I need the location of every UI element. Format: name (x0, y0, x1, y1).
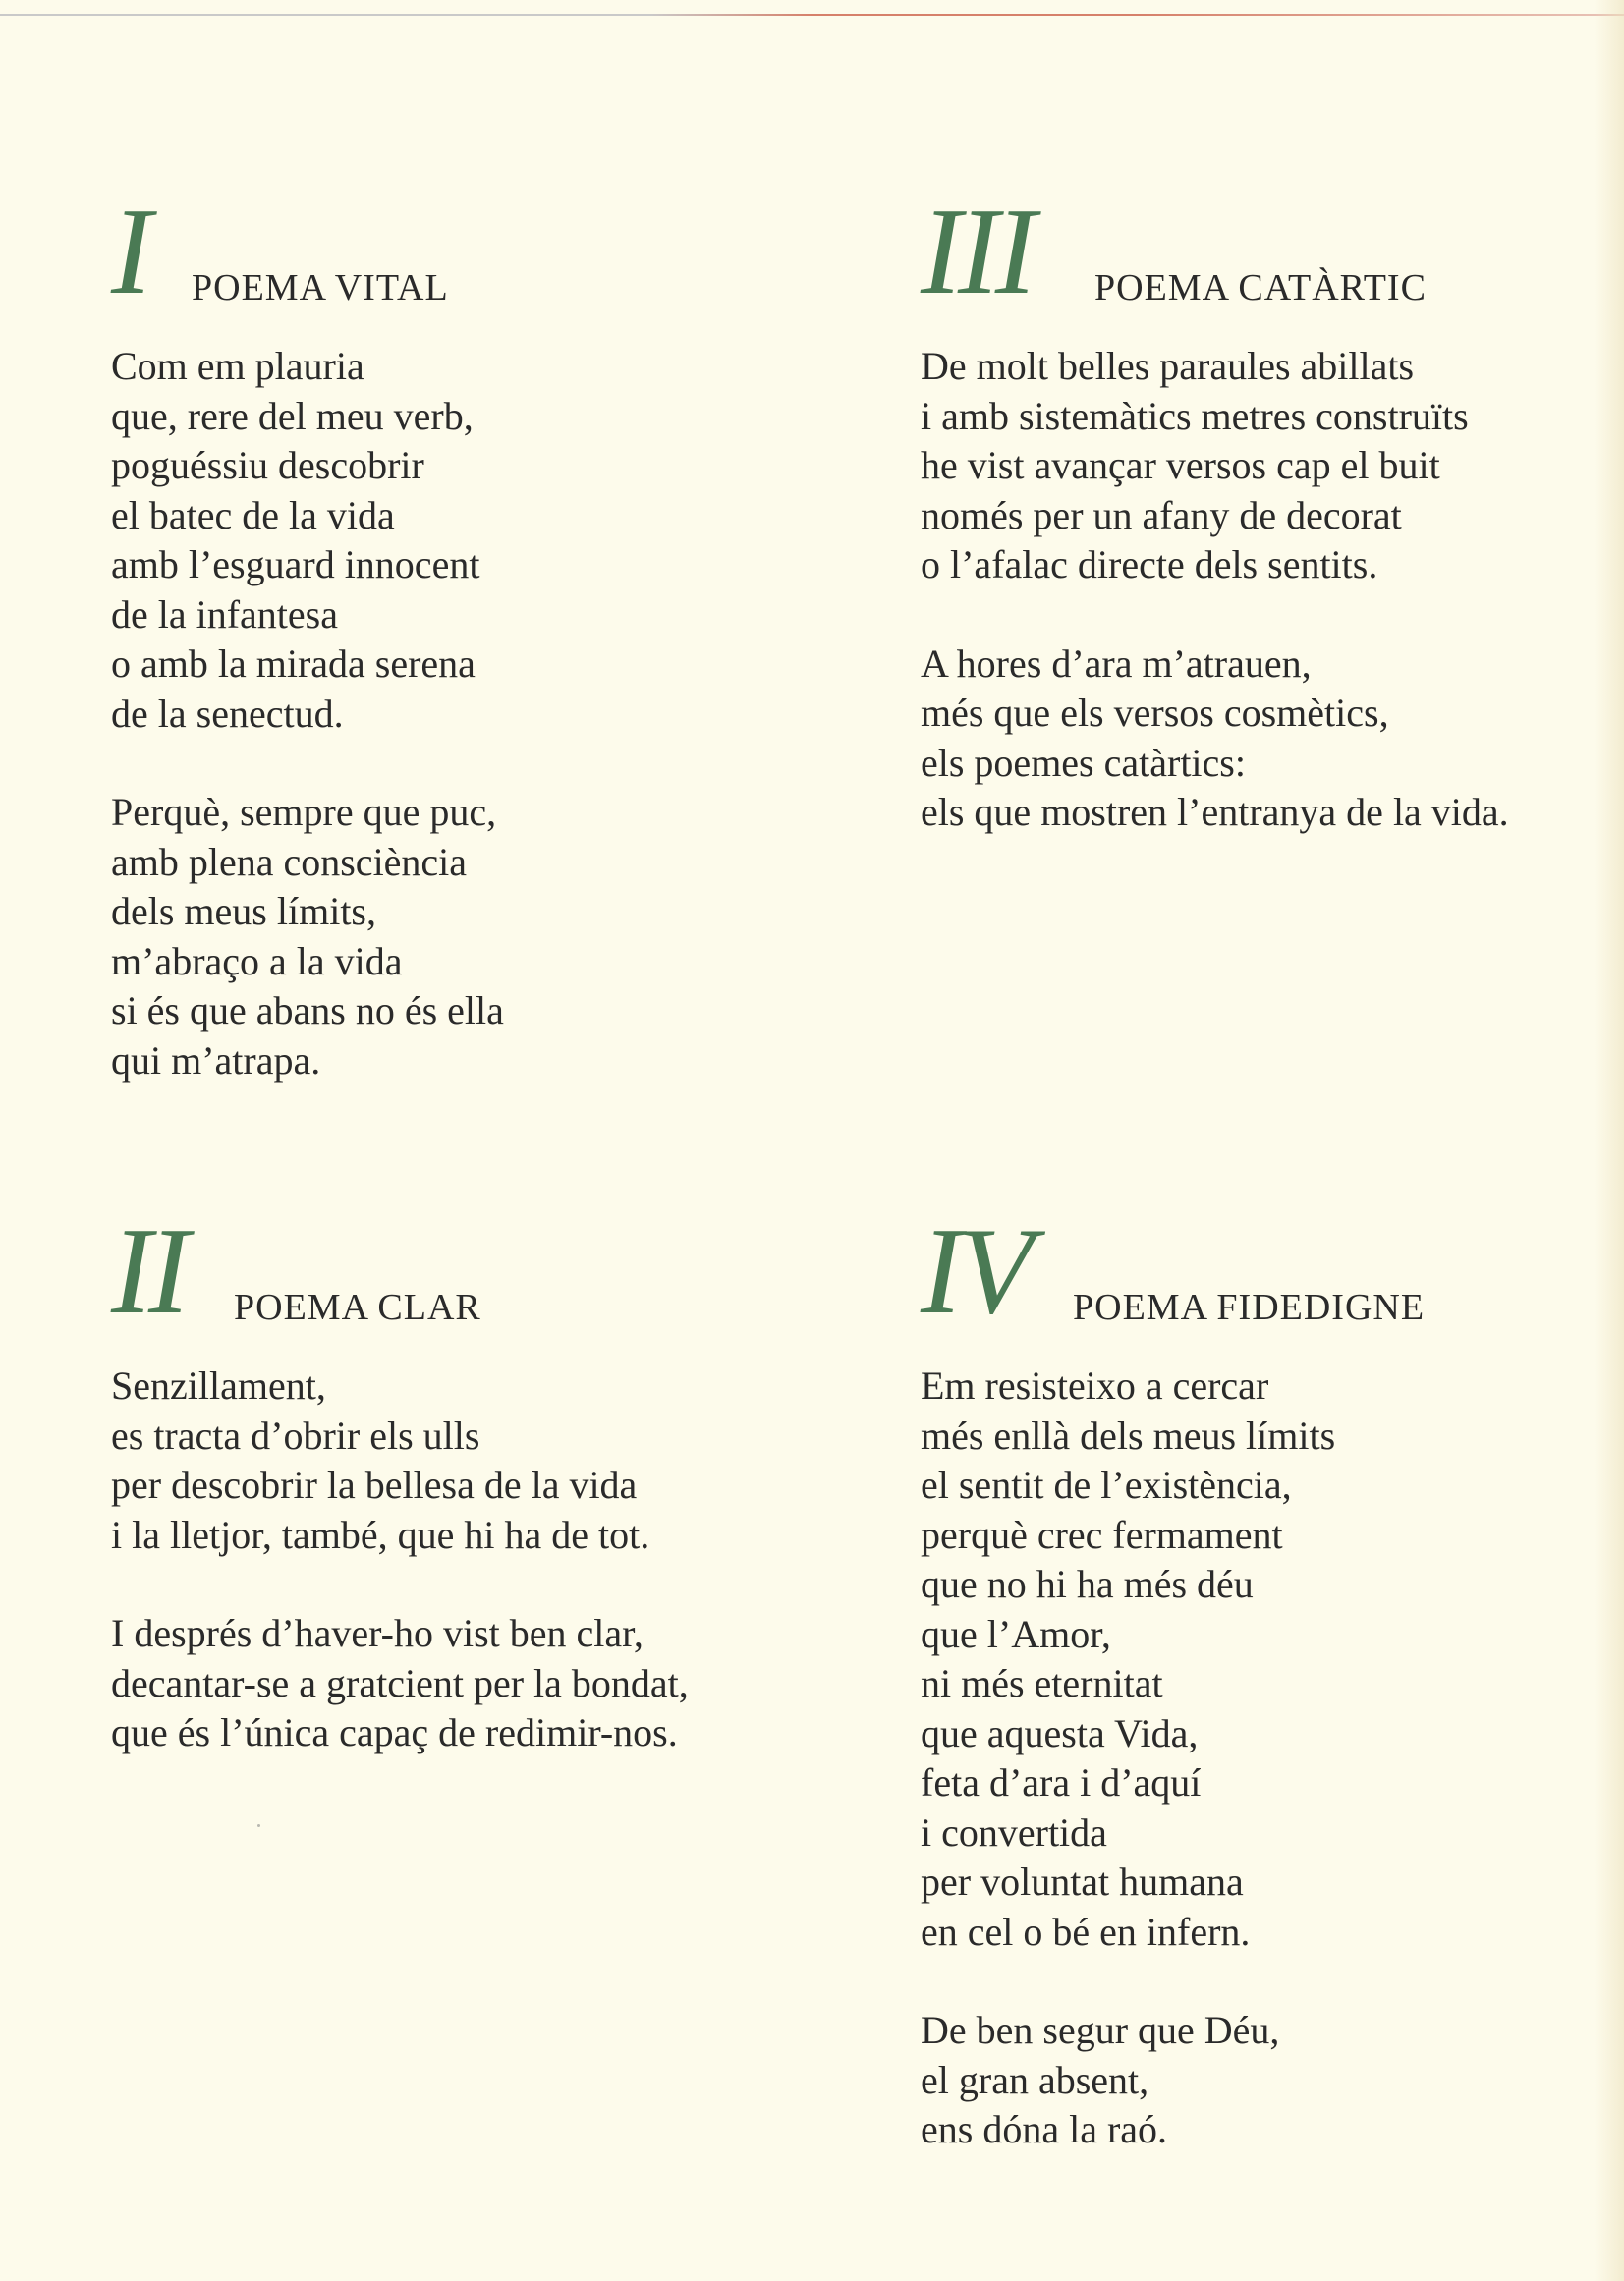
roman-numeral: IV (921, 1203, 1030, 1340)
poem-body (111, 1362, 689, 1758)
verse-line: de la infantesa (111, 591, 338, 637)
verse-line: només per un afany de decorat (921, 492, 1402, 537)
verse-line: es tracta d’obrir els ulls (111, 1413, 480, 1458)
verse-line: amb l’esguard innocent (111, 542, 480, 586)
poem-body (111, 342, 661, 1085)
stanza (111, 1609, 689, 1758)
stanza (111, 342, 661, 739)
poem-title: POEMA FIDEDIGNE (1073, 1287, 1426, 1328)
verse-line: ens dóna la raó. (921, 2107, 1168, 2151)
roman-numeral: II (111, 1203, 186, 1340)
verse-line: que, rere del meu verb, (111, 393, 474, 438)
verse-line: Perquè, sempre que puc, (111, 790, 497, 834)
roman-numeral: I (111, 184, 148, 320)
verse-line: A hores d’ara m’atrauen, (921, 640, 1312, 686)
verse-line: i convertida (921, 1809, 1107, 1855)
verse-line: I després d’haver-ho vist ben clar, (111, 1611, 644, 1655)
verse-line: qui m’atrapa. (111, 1037, 321, 1083)
verse-line: més que els versos cosmètics, (921, 691, 1389, 735)
verse-line: ni més eternitat (921, 1661, 1163, 1705)
paper-speck (257, 1824, 260, 1827)
top-rule (0, 14, 1624, 16)
page-edge-shadow (1595, 0, 1624, 2281)
verse-line: Com em plauria (111, 344, 364, 388)
roman-numeral: III (921, 184, 1033, 320)
stanza (921, 2006, 1589, 2155)
poem-title: POEMA VITAL (192, 267, 449, 308)
poem-title: POEMA CLAR (234, 1287, 481, 1328)
verse-line: de la senectud. (111, 691, 344, 736)
verse-line: De ben segur que Déu, (921, 2008, 1280, 2052)
poem-heading (921, 1203, 1589, 1340)
verse-line: dels meus límits, (111, 889, 376, 933)
stanza (111, 1362, 661, 1560)
verse-line: que aquesta Vida, (921, 1710, 1199, 1755)
poem-heading (921, 184, 1589, 320)
poem-1 (111, 184, 661, 1085)
verse-line: feta d’ara i d’aquí (921, 1760, 1202, 1805)
verse-line: si és que abans no és ella (111, 988, 504, 1032)
verse-line: i amb sistemàtics metres construïts (921, 393, 1469, 438)
verse-line: De molt belles paraules abillats (921, 344, 1415, 388)
verse-line: Em resisteixo a cercar (921, 1363, 1269, 1408)
verse-line: que no hi ha més déu (921, 1562, 1254, 1606)
verse-line: o l’afalac directe dels sentits. (921, 542, 1378, 586)
verse-line: que és l’única capaç de redimir-nos. (111, 1710, 678, 1754)
poem-heading (111, 184, 661, 320)
verse-line: en cel o bé en infern. (921, 1909, 1251, 1954)
poem-body (921, 1362, 1589, 2155)
verse-line: he vist avançar versos cap el buit (921, 443, 1440, 487)
stanza (111, 788, 661, 1085)
verse-line: o amb la mirada serena (111, 641, 476, 686)
verse-line: el batec de la vida (111, 492, 395, 537)
poem-body (921, 342, 1589, 838)
verse-line: m’abraço a la vida (111, 938, 403, 983)
verse-line: per descobrir la bellesa de la vida (111, 1463, 638, 1507)
verse-line: més enllà dels meus límits (921, 1413, 1336, 1458)
verse-line: per voluntat humana (921, 1860, 1244, 1904)
verse-line: els que mostren l’entranya de la vida. (921, 790, 1509, 834)
verse-line: perquè crec fermament (921, 1512, 1283, 1557)
verse-line: amb plena consciència (111, 839, 468, 884)
stanza (921, 640, 1589, 838)
poem-heading (111, 1203, 661, 1340)
stanza (921, 1362, 1589, 1957)
stanza (921, 342, 1589, 590)
verse-line: Senzillament, (111, 1363, 326, 1408)
poem-title: POEMA CATÀRTIC (1094, 267, 1427, 308)
verse-line: els poemes catàrtics: (921, 740, 1246, 785)
verse-line: decantar-se a gratcient per la bondat, (111, 1660, 689, 1705)
poem-2 (111, 1203, 689, 1758)
verse-line: poguéssiu descobrir (111, 443, 424, 487)
verse-line: el sentit de l’existència, (921, 1463, 1292, 1507)
poem-4 (921, 1203, 1589, 2155)
poem-3 (921, 184, 1589, 838)
verse-line: que l’Amor, (921, 1611, 1111, 1656)
verse-line: el gran absent, (921, 2057, 1149, 2102)
verse-line: i la lletjor, també, que hi ha de tot. (111, 1512, 650, 1557)
